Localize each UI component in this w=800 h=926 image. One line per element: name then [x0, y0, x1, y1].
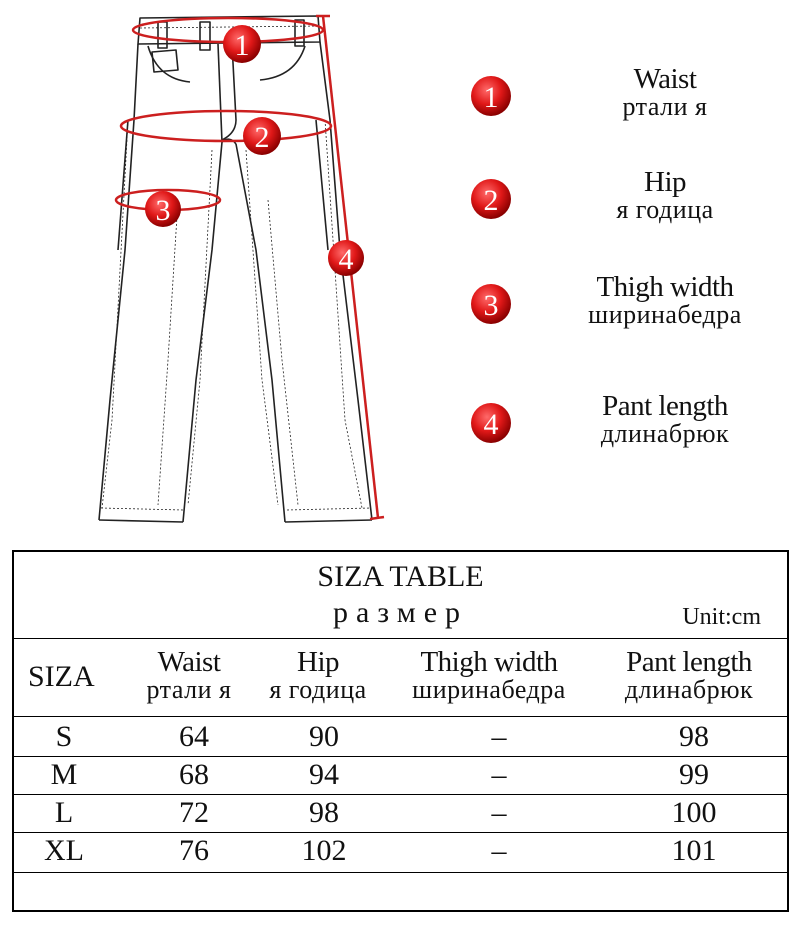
cell-waist: 72	[179, 796, 209, 829]
header-length-ru: длинабрюк	[624, 675, 754, 704]
number-2-icon	[470, 178, 512, 220]
header-thigh-en: Thigh width	[420, 646, 558, 678]
table-row	[14, 794, 787, 832]
cell-size: L	[54, 796, 74, 829]
header-size: SIZA	[28, 660, 95, 693]
table-divider	[14, 872, 787, 873]
number-4-icon	[470, 402, 512, 444]
cell-size: XL	[44, 834, 84, 867]
header-waist-ru: ртали я	[146, 675, 232, 704]
svg-text:2: 2	[483, 184, 499, 217]
cell-waist: 68	[179, 758, 209, 791]
cell-length: 98	[679, 720, 709, 753]
table-title: SIZA TABLE	[317, 560, 484, 593]
legend-label-en: Pant length	[602, 390, 728, 422]
header-waist-en: Waist	[157, 646, 221, 678]
table-subtitle: размер	[332, 596, 469, 629]
cell-thigh: –	[491, 758, 507, 791]
legend-label-ru: ртали я	[622, 92, 708, 121]
legend-label-ru: длинабрюк	[600, 419, 730, 448]
legend-label-en: Thigh width	[596, 271, 734, 303]
header-length	[604, 648, 774, 704]
legend-label-ru: ширинабедра	[588, 300, 742, 329]
legend-item-thigh	[470, 273, 790, 343]
header-length-en: Pant length	[626, 646, 752, 678]
legend-item-waist	[470, 65, 790, 135]
cell-hip: 90	[309, 720, 339, 753]
cell-thigh: –	[491, 834, 507, 867]
cell-hip: 98	[309, 796, 339, 829]
diagram-badge-3	[145, 191, 181, 227]
cell-thigh: –	[491, 720, 507, 753]
cell-length: 101	[671, 834, 717, 867]
hip-guide	[121, 111, 331, 141]
diagram-badge-2	[243, 117, 281, 155]
diagram-badge-4	[328, 240, 364, 276]
legend-label-en: Waist	[633, 63, 697, 95]
header-hip-ru: я годица	[269, 675, 367, 704]
table-divider	[14, 716, 787, 717]
number-1-icon	[470, 75, 512, 117]
svg-text:1: 1	[234, 29, 250, 62]
diagram-badge-1	[223, 25, 261, 63]
svg-text:1: 1	[483, 81, 499, 114]
svg-text:4: 4	[338, 243, 354, 276]
table-row	[14, 832, 787, 870]
table-divider	[14, 638, 787, 639]
header-thigh-ru: ширинабедра	[412, 675, 566, 704]
header-hip-en: Hip	[297, 646, 339, 678]
cell-waist: 76	[179, 834, 209, 867]
cell-size: S	[55, 720, 73, 753]
number-3-icon	[470, 283, 512, 325]
legend-item-length	[470, 392, 790, 462]
size-table	[12, 550, 789, 912]
cell-thigh: –	[491, 796, 507, 829]
legend-label-en: Hip	[644, 166, 686, 198]
svg-text:3: 3	[155, 194, 171, 227]
header-waist	[134, 648, 244, 704]
legend-item-hip	[470, 168, 790, 238]
header-hip	[258, 648, 378, 704]
cell-hip: 102	[301, 834, 347, 867]
table-unit: Unit:cm	[682, 604, 761, 630]
cell-waist: 64	[179, 720, 209, 753]
table-row	[14, 718, 787, 756]
cell-hip: 94	[309, 758, 339, 791]
svg-text:2: 2	[254, 121, 270, 154]
cell-size: M	[50, 758, 78, 791]
svg-text:4: 4	[483, 408, 499, 441]
table-row	[14, 756, 787, 794]
svg-text:3: 3	[483, 289, 499, 322]
cell-length: 100	[671, 796, 717, 829]
cell-length: 99	[679, 758, 709, 791]
legend-label-ru: я годица	[616, 195, 714, 224]
header-thigh	[384, 648, 594, 704]
